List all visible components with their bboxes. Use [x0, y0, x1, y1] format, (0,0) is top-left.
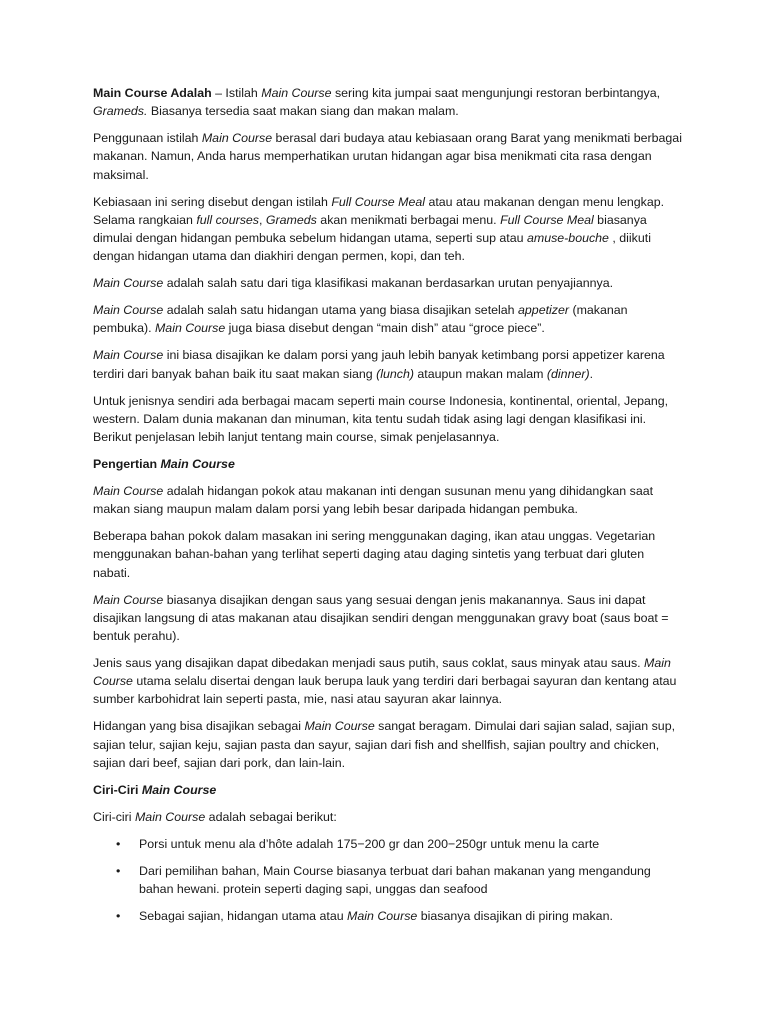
paragraph-full-course-meal	[93, 193, 683, 266]
lead-title: Main Course Adalah	[93, 86, 212, 100]
text-run: adalah sebagai berikut:	[205, 809, 337, 824]
paragraph-portion	[93, 346, 683, 382]
text-run: utama selalu disertai dengan lauk berupa lauk yang terdiri dari berbagai sayuran dan kentang atau sumber karbohidrat lain seperti pasta, mie, nasi atau sayuran akar lainnya.	[93, 674, 677, 707]
document-page	[93, 84, 683, 934]
text-run: (makanan pembuka).	[93, 303, 628, 336]
text-run: ,	[259, 212, 266, 227]
italic-term: Main Course	[261, 86, 332, 100]
text-run: sangat beragam. Dimulai dari sajian salad, sajian sup, sajian telur, sajian keju, sajian pasta dan sayur, sajian dari fish and shellfish, sajian poultry and chicken, sajian dari beef, sajian dari pork, dan lain-lain.	[93, 719, 676, 770]
text-run: atau atau makanan dengan menu lengkap. Selama rangkaian	[93, 194, 665, 227]
bullet-icon: •	[116, 909, 121, 924]
italic-term: Grameds	[265, 212, 317, 227]
list-item	[93, 862, 683, 898]
paragraph-characteristics-intro	[93, 808, 683, 826]
paragraph-sauce-types	[93, 654, 683, 709]
italic-term: Main Course	[93, 276, 164, 291]
text-run: biasanya dimulai dengan hidangan pembuka sebelum hidangan utama, seperti sup atau	[93, 212, 647, 246]
text-run: .	[589, 366, 594, 381]
text-run: adalah salah satu dari tiga klasifikasi makanan berdasarkan urutan penyajiannya.	[163, 276, 614, 291]
text-run: Beberapa bahan pokok dalam masakan ini sering menggunakan daging, ikan atau unggas. Vegetarian menggunakan bahan-bahan yang terlihat seperti daging atau daging sintetis yang terbuat dari gluten nabati.	[93, 529, 656, 580]
italic-term: Main Course	[347, 909, 418, 924]
paragraph-usage-origin	[93, 129, 683, 184]
italic-term: Full Course Meal	[500, 212, 594, 227]
characteristics-list	[93, 835, 683, 925]
text-run: Dari pemilihan bahan, Main Course biasanya terbuat dari bahan makanan yang mengandung bahan hewani. protein seperti daging sapi, unggas dan seafood	[139, 863, 651, 897]
italic-term: Full Course Meal	[331, 194, 425, 209]
text-run: berasal dari budaya atau kebiasaan orang Barat yang menikmati berbagai makanan. Namun, Anda harus memperhatikan urutan hidangan agar bisa menikmati cita rasa dengan maksimal.	[93, 131, 682, 182]
text-run: , diikuti dengan hidangan utama dan diakhiri dengan permen, kopi, dan teh.	[93, 231, 651, 264]
bullet-icon: •	[116, 863, 121, 878]
text-run: Hidangan yang bisa disajikan sebagai	[93, 719, 305, 734]
section-heading-ciri-ciri	[93, 781, 683, 799]
italic-term: full courses	[196, 212, 259, 227]
section-heading-pengertian	[93, 455, 683, 473]
italic-term: (lunch)	[376, 366, 414, 381]
text-run: Sebagai sajian, hidangan utama atau	[139, 909, 348, 924]
italic-term: Main Course	[93, 303, 164, 318]
text-run: Untuk jenisnya sendiri ada berbagai macam seperti main course Indonesia, kontinental, oriental, Jepang, western. Dalam dunia makanan dan minuman, kita tentu sudah tidak asing lagi dengan klasifikasi ini. Berikut penjelasan lebih lanjut tentang main course, simak penjelasannya.	[93, 393, 669, 445]
intro-paragraph	[93, 84, 683, 120]
italic-term: Main Course	[93, 656, 671, 689]
text-run: adalah salah satu hidangan utama yang biasa disajikan setelah	[163, 303, 519, 318]
paragraph-types	[93, 392, 683, 447]
paragraph-classification	[93, 274, 683, 292]
heading-text: Pengertian	[93, 457, 161, 472]
italic-term: Main Course	[304, 719, 375, 734]
italic-term: Main Course	[93, 484, 164, 499]
paragraph-dishes	[93, 717, 683, 772]
italic-term: Main Course	[201, 131, 273, 146]
text-run: – Istilah	[211, 86, 262, 100]
italic-term: Main Course	[93, 348, 164, 363]
text-run: ini biasa disajikan ke dalam porsi yang jauh lebih banyak ketimbang porsi appetizer karena terdiri dari banyak bahan baik itu saat makan siang	[93, 348, 665, 381]
list-item	[93, 907, 683, 925]
italic-term: appetizer	[518, 303, 569, 318]
italic-term: (dinner)	[546, 366, 590, 381]
heading-italic-term: Main Course	[160, 457, 235, 472]
bullet-icon: •	[116, 836, 121, 851]
text-run: Jenis saus yang disajikan dapat dibedakan menjadi saus putih, saus coklat, saus minyak atau saus.	[93, 656, 645, 671]
paragraph-after-appetizer	[93, 301, 683, 337]
text-run: ataupun makan malam	[413, 366, 547, 381]
text-run: adalah hidangan pokok atau makanan inti dengan susunan menu yang dihidangkan saat makan siang maupun malam dalam porsi yang lebih besar daripada hidangan pembuka.	[93, 484, 654, 517]
text-run: Ciri-ciri	[93, 809, 135, 824]
list-item	[93, 835, 683, 853]
paragraph-definition	[93, 482, 683, 518]
italic-term: Main Course	[93, 592, 164, 607]
text-run: Penggunaan istilah	[93, 131, 202, 146]
italic-term: Main Course	[154, 321, 226, 336]
text-run: Biasanya tersedia saat makan siang dan makan malam.	[147, 104, 459, 119]
italic-term: Grameds.	[93, 104, 148, 119]
paragraph-ingredients	[93, 527, 683, 582]
text-run: juga biasa disebut dengan “main dish” atau “groce piece”.	[225, 321, 545, 336]
text-run: biasanya disajikan di piring makan.	[417, 909, 613, 924]
text-run: Kebiasaan ini sering disebut dengan istilah	[93, 194, 332, 209]
italic-term: Main Course	[134, 809, 206, 824]
text-run: biasanya disajikan dengan saus yang sesuai dengan jenis makanannya. Saus ini dapat disajikan langsung di atas makanan atau disajikan sendiri dengan menggunakan gravy boat (saus boat = bentuk perahu).	[93, 592, 669, 644]
text-run: Porsi untuk menu ala d’hôte adalah 175−200 gr dan 200−250gr untuk menu la carte	[139, 836, 600, 851]
italic-term: amuse-bouche	[526, 231, 609, 246]
paragraph-sauce	[93, 591, 683, 646]
heading-text: Ciri-Ciri	[93, 782, 142, 797]
text-run: sering kita jumpai saat mengunjungi restoran berbintangya,	[331, 86, 661, 100]
heading-italic-term: Main Course	[141, 782, 217, 797]
text-run: akan menikmati berbagai menu.	[316, 212, 501, 227]
